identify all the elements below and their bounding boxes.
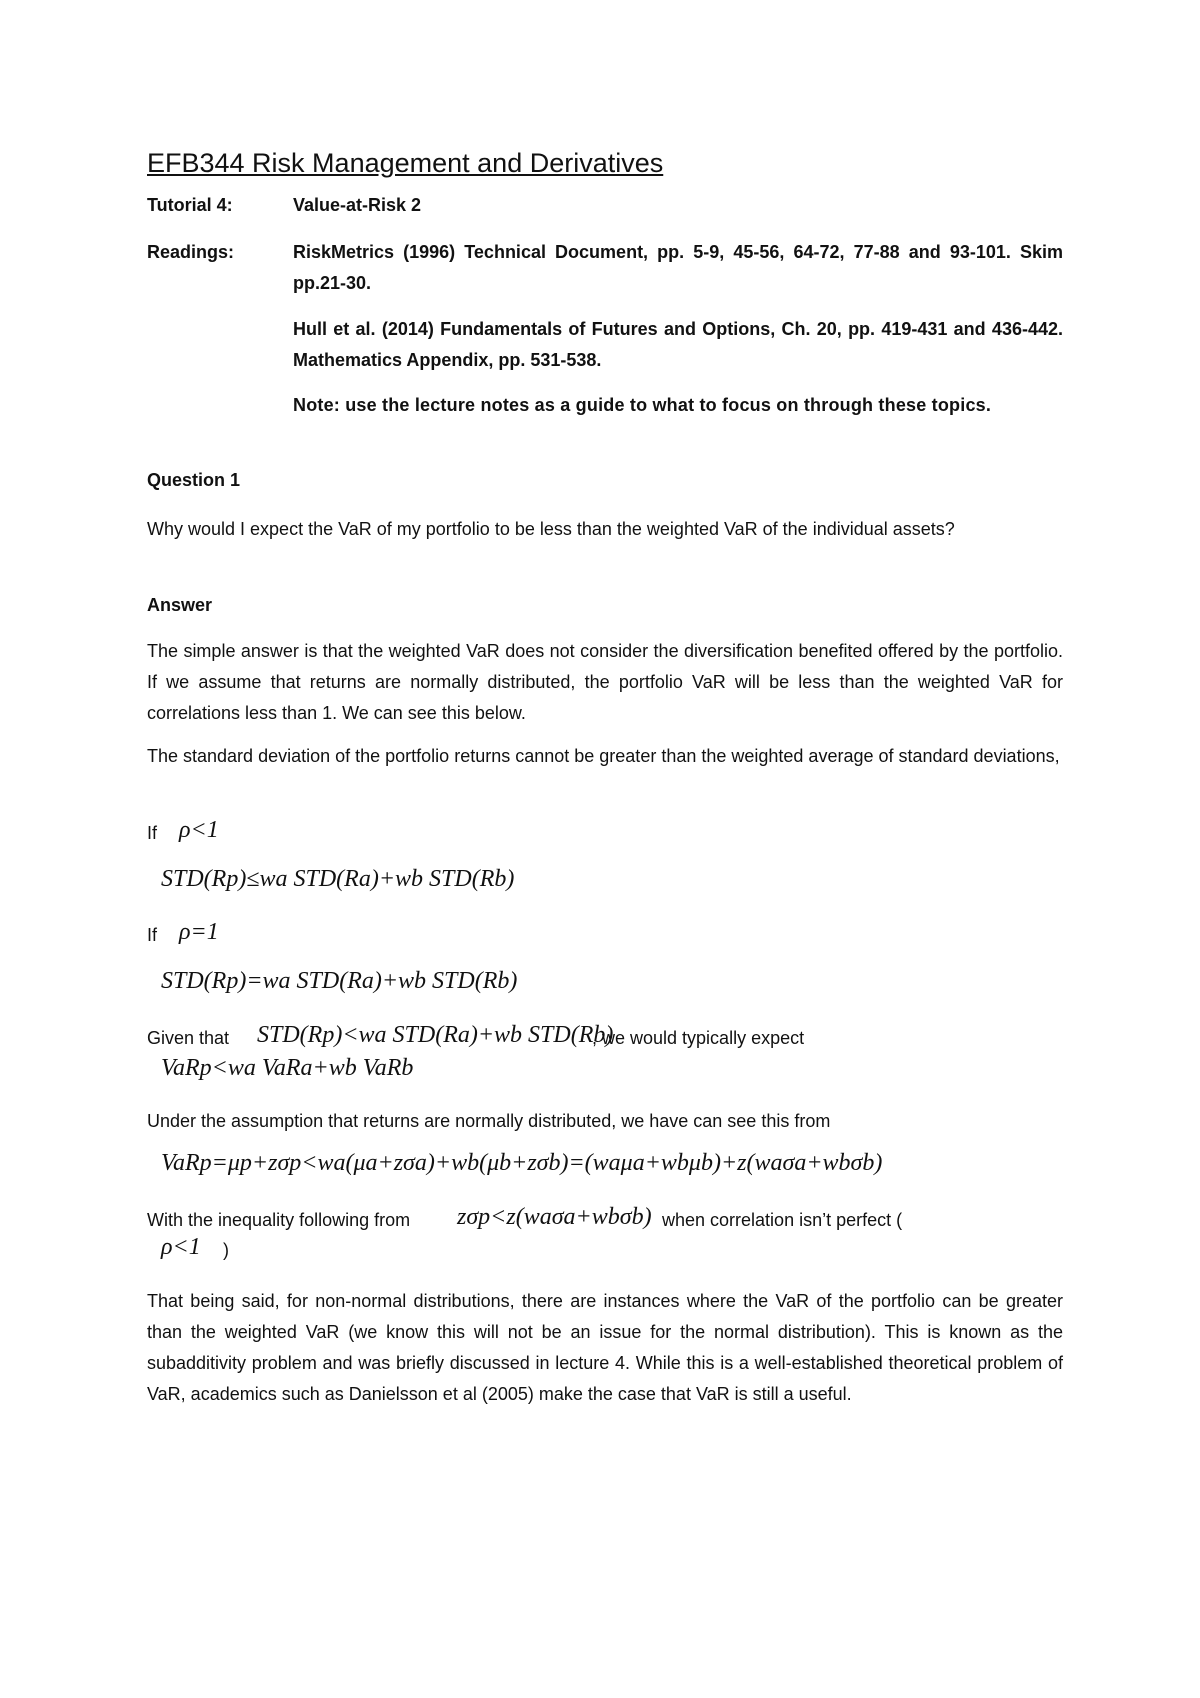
given-equation: STD(Rp)<wa STD(Ra)+wb STD(Rb): [257, 1022, 614, 1048]
equation-std-inequality: STD(Rp)≤wa STD(Ra)+wb STD(Rb): [161, 866, 515, 892]
rho-close-paren: ): [223, 1240, 229, 1260]
condition-rho-equal-1: ρ=1: [179, 919, 219, 945]
inequality-source: zσp<z(waσa+wbσb): [457, 1204, 652, 1230]
question-text: Why would I expect the VaR of my portfolio to be less than the weighted VaR of the individual assets?: [147, 519, 955, 539]
document-title: EFB344 Risk Management and Derivatives: [147, 148, 664, 178]
with-prefix: With the inequality following from: [147, 1210, 411, 1230]
question-heading: Question 1: [147, 470, 241, 490]
reading-item-1: RiskMetrics (1996) Technical Document, pp. 5-9, 45-56, 64-72, 77-88 and 93-101. Skim pp.21-30.: [293, 242, 1063, 293]
with-suffix: when correlation isn’t perfect (: [662, 1210, 903, 1230]
reading-item-2: Hull et al. (2014) Fundamentals of Futures and Options, Ch. 20, pp. 419-431 and 436-442. Mathematics Appendix, pp. 531-538.: [293, 319, 1063, 370]
if-label-1: If: [147, 823, 158, 843]
given-prefix: Given that: [147, 1028, 230, 1048]
equation-std-equality: STD(Rp)=wa STD(Ra)+wb STD(Rb): [161, 968, 518, 994]
answer-paragraph-1: The simple answer is that the weighted VaR does not consider the diversification benefited offered by the portfolio. If we assume that returns are normally distributed, the portfolio VaR will be less than the weighted VaR for correlations less than 1. We can see this below.: [147, 641, 1063, 723]
condition-rho-less-1: ρ<1: [179, 817, 219, 843]
answer-heading: Answer: [147, 595, 213, 615]
var-derivation-equation: VaRp=μp+zσp<wa(μa+zσa)+wb(μb+zσb)=(waμa+wbμb)+z(waσa+wbσb): [161, 1150, 883, 1176]
reading-note: Note: use the lecture notes as a guide to what to focus on through these topics.: [293, 395, 992, 415]
answer-paragraph-2: The standard deviation of the portfolio returns cannot be greater than the weighted average of standard deviations,: [147, 746, 1060, 766]
var-inequality: VaRp<wa VaRa+wb VaRb: [161, 1055, 414, 1081]
if-label-2: If: [147, 925, 158, 945]
tutorial-label: Tutorial 4:: [147, 195, 233, 215]
rho-condition: ρ<1: [161, 1234, 201, 1260]
given-suffix: , we would typically expect: [592, 1028, 805, 1048]
under-assumption-text: Under the assumption that returns are normally distributed, we have can see this from: [147, 1111, 831, 1131]
tutorial-value: Value-at-Risk 2: [293, 195, 422, 215]
readings-label: Readings:: [147, 242, 235, 262]
answer-paragraph-3: That being said, for non-normal distributions, there are instances where the VaR of the portfolio can be greater than the weighted VaR (we know this will not be an issue for the normal distribution). This is known as the subadditivity problem and was briefly discussed in lecture 4. While this is a well-established theoretical problem of VaR, academics such as Danielsson et al (2005) make the case that VaR is still a useful.: [147, 1291, 1063, 1404]
